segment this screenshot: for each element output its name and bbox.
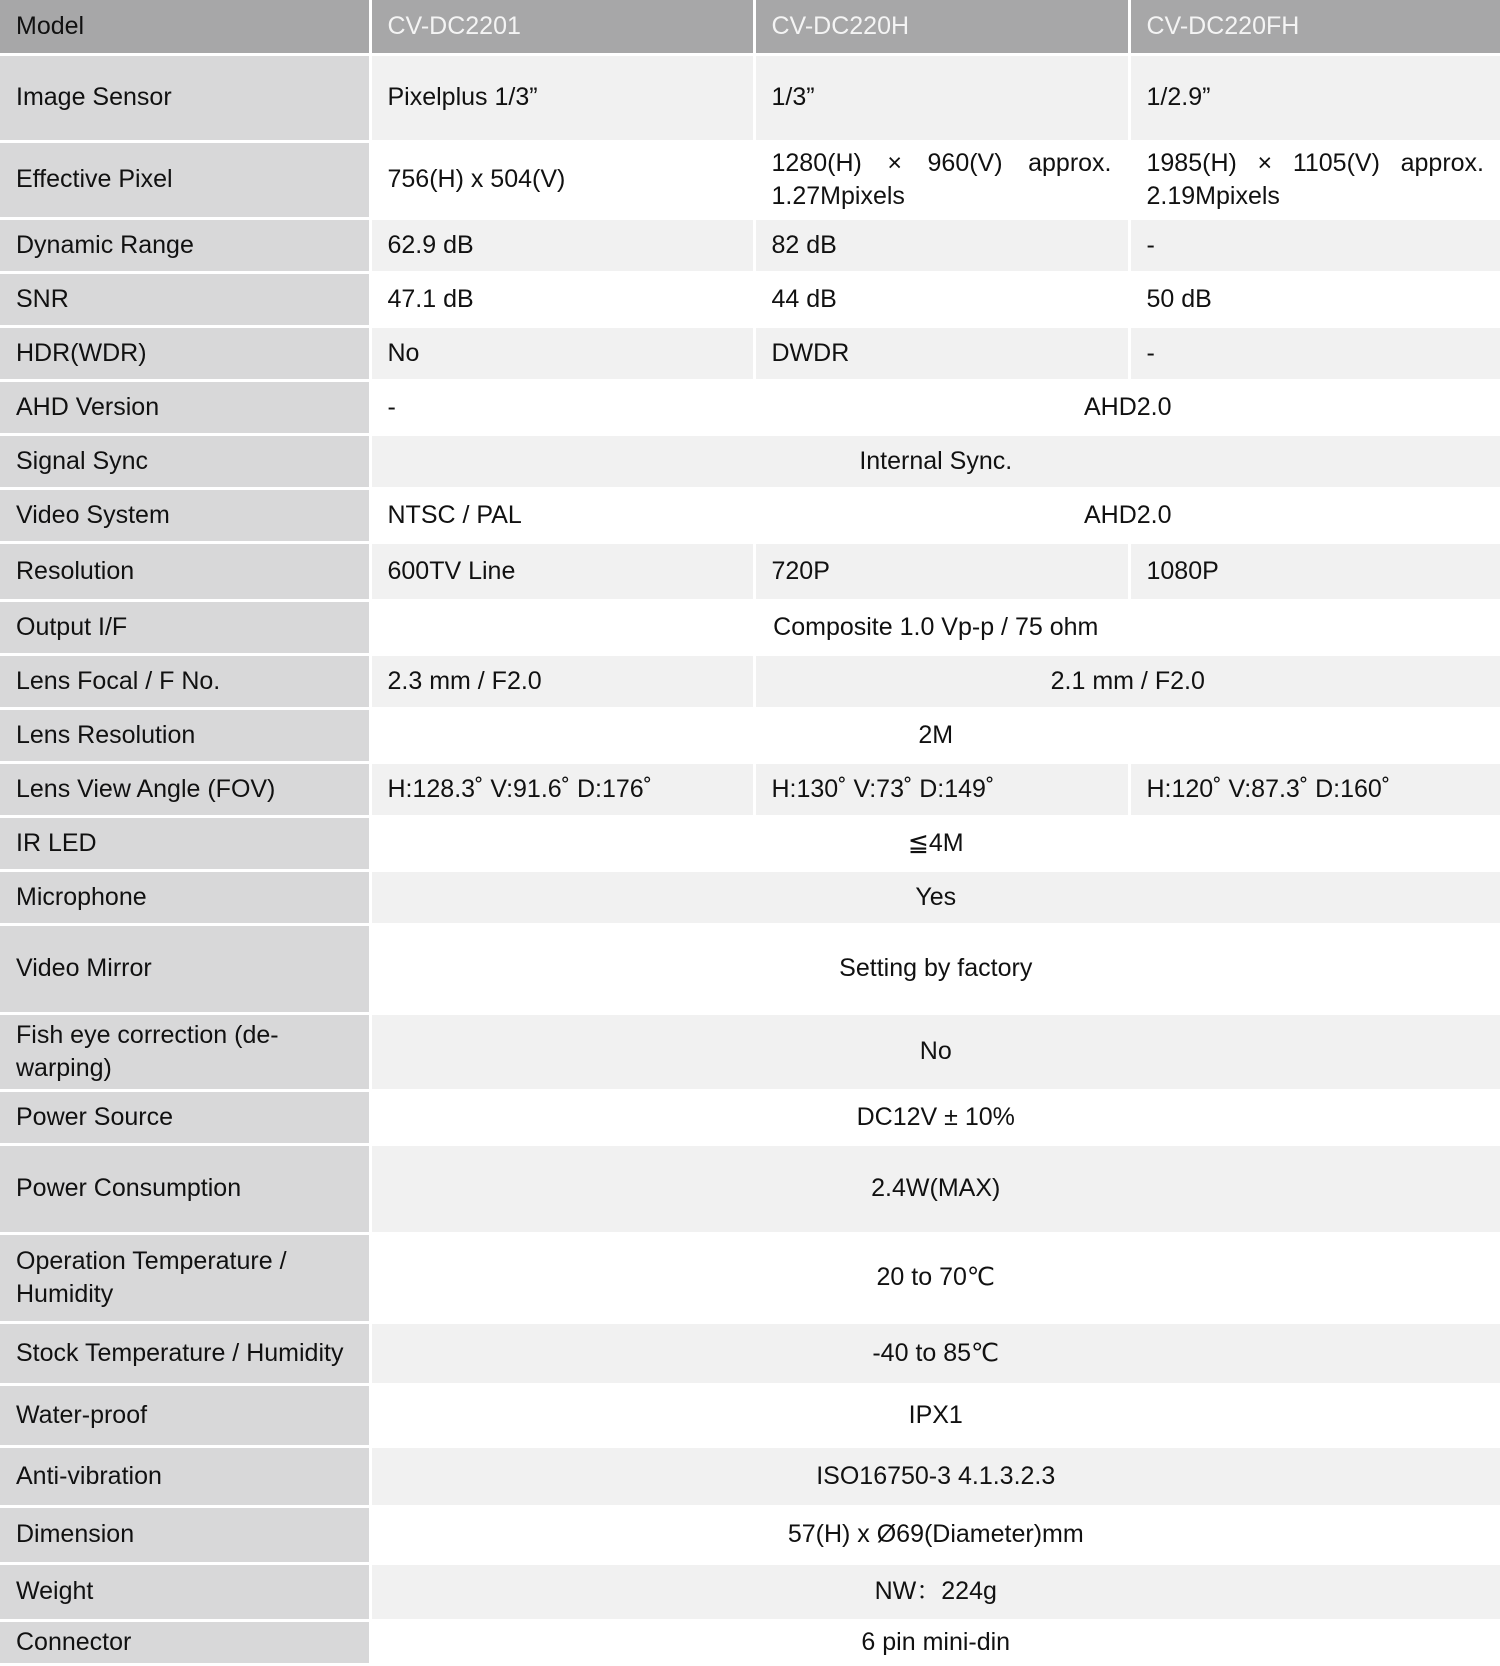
spec-value: 57(H) x Ø69(Diameter)mm — [370, 1506, 1500, 1563]
spec-row — [0, 54, 1500, 141]
spec-value: 2M — [370, 708, 1500, 762]
spec-value: 1280(H) × 960(V) approx. 1.27Mpixels — [754, 141, 1129, 218]
spec-value: -40 to 85℃ — [370, 1322, 1500, 1384]
spec-label: HDR(WDR) — [0, 326, 370, 380]
spec-row — [0, 708, 1500, 762]
spec-row — [0, 1506, 1500, 1563]
spec-row — [0, 1384, 1500, 1446]
spec-label: Operation Temperature / Humidity — [0, 1233, 370, 1322]
spec-value: 6 pin mini-din — [370, 1620, 1500, 1664]
spec-value: AHD2.0 — [754, 488, 1500, 542]
spec-label: IR LED — [0, 816, 370, 870]
spec-value: - — [1129, 218, 1500, 272]
spec-label: Video System — [0, 488, 370, 542]
spec-row — [0, 272, 1500, 326]
spec-row — [0, 1563, 1500, 1620]
spec-row — [0, 654, 1500, 708]
spec-label: Resolution — [0, 542, 370, 600]
spec-value: H:130˚ V:73˚ D:149˚ — [754, 762, 1129, 816]
spec-value: 44 dB — [754, 272, 1129, 326]
header-row — [0, 0, 1500, 54]
spec-label: Effective Pixel — [0, 141, 370, 218]
spec-label: Anti-vibration — [0, 1446, 370, 1506]
spec-label: Microphone — [0, 870, 370, 924]
spec-value: ≦4M — [370, 816, 1500, 870]
spec-value: 600TV Line — [370, 542, 754, 600]
spec-value: 1/3” — [754, 54, 1129, 141]
spec-label: Lens Resolution — [0, 708, 370, 762]
spec-label: Lens View Angle (FOV) — [0, 762, 370, 816]
spec-row — [0, 1013, 1500, 1090]
spec-row — [0, 600, 1500, 654]
spec-value: 82 dB — [754, 218, 1129, 272]
spec-value: AHD2.0 — [754, 380, 1500, 434]
spec-label: Video Mirror — [0, 924, 370, 1013]
spec-label: Dynamic Range — [0, 218, 370, 272]
spec-label: Lens Focal / F No. — [0, 654, 370, 708]
spec-value: 2.1 mm / F2.0 — [754, 654, 1500, 708]
spec-value: No — [370, 326, 754, 380]
spec-label: Power Consumption — [0, 1144, 370, 1233]
spec-row — [0, 870, 1500, 924]
spec-value: IPX1 — [370, 1384, 1500, 1446]
spec-row — [0, 1090, 1500, 1144]
spec-row — [0, 141, 1500, 218]
spec-label: Stock Temperature / Humidity — [0, 1322, 370, 1384]
spec-row — [0, 924, 1500, 1013]
spec-value: - — [370, 380, 754, 434]
spec-value: 720P — [754, 542, 1129, 600]
spec-row — [0, 1144, 1500, 1233]
spec-row — [0, 762, 1500, 816]
spec-label: Signal Sync — [0, 434, 370, 488]
spec-value: 1/2.9” — [1129, 54, 1500, 141]
header-model-cv-dc220h: CV-DC220H — [754, 0, 1129, 54]
spec-value: 1985(H) × 1105(V) approx. 2.19Mpixels — [1129, 141, 1500, 218]
spec-row — [0, 1446, 1500, 1506]
spec-value: NW：224g — [370, 1563, 1500, 1620]
spec-value: Yes — [370, 870, 1500, 924]
spec-value: 62.9 dB — [370, 218, 754, 272]
spec-label: Connector — [0, 1620, 370, 1664]
spec-value: No — [370, 1013, 1500, 1090]
spec-row — [0, 488, 1500, 542]
spec-value: Internal Sync. — [370, 434, 1500, 488]
spec-label: Weight — [0, 1563, 370, 1620]
spec-value: 2.4W(MAX) — [370, 1144, 1500, 1233]
header-model-cv-dc220fh: CV-DC220FH — [1129, 0, 1500, 54]
spec-label: Power Source — [0, 1090, 370, 1144]
spec-label: Water-proof — [0, 1384, 370, 1446]
header-model-cv-dc2201: CV-DC2201 — [370, 0, 754, 54]
spec-row — [0, 542, 1500, 600]
spec-value: ISO16750-3 4.1.3.2.3 — [370, 1446, 1500, 1506]
spec-value: - — [1129, 326, 1500, 380]
spec-value: Composite 1.0 Vp-p / 75 ohm — [370, 600, 1500, 654]
spec-value: H:128.3˚ V:91.6˚ D:176˚ — [370, 762, 754, 816]
spec-row — [0, 434, 1500, 488]
spec-value: DWDR — [754, 326, 1129, 380]
spec-label: Output I/F — [0, 600, 370, 654]
spec-value: NTSC / PAL — [370, 488, 754, 542]
header-model-label: Model — [0, 0, 370, 54]
spec-row — [0, 380, 1500, 434]
spec-value: 756(H) x 504(V) — [370, 141, 754, 218]
spec-row — [0, 1620, 1500, 1664]
spec-row — [0, 218, 1500, 272]
spec-value: Setting by factory — [370, 924, 1500, 1013]
spec-row — [0, 326, 1500, 380]
spec-label: SNR — [0, 272, 370, 326]
spec-value: 47.1 dB — [370, 272, 754, 326]
spec-value: 50 dB — [1129, 272, 1500, 326]
spec-value: DC12V ± 10% — [370, 1090, 1500, 1144]
spec-label: Dimension — [0, 1506, 370, 1563]
spec-row — [0, 816, 1500, 870]
spec-value: 2.3 mm / F2.0 — [370, 654, 754, 708]
spec-row — [0, 1233, 1500, 1322]
spec-label: AHD Version — [0, 380, 370, 434]
spec-value: Pixelplus 1/3” — [370, 54, 754, 141]
spec-label: Fish eye correction (de-warping) — [0, 1013, 370, 1090]
spec-row — [0, 1322, 1500, 1384]
spec-value: H:120˚ V:87.3˚ D:160˚ — [1129, 762, 1500, 816]
spec-value: 1080P — [1129, 542, 1500, 600]
spec-label: Image Sensor — [0, 54, 370, 141]
spec-value: 20 to 70℃ — [370, 1233, 1500, 1322]
